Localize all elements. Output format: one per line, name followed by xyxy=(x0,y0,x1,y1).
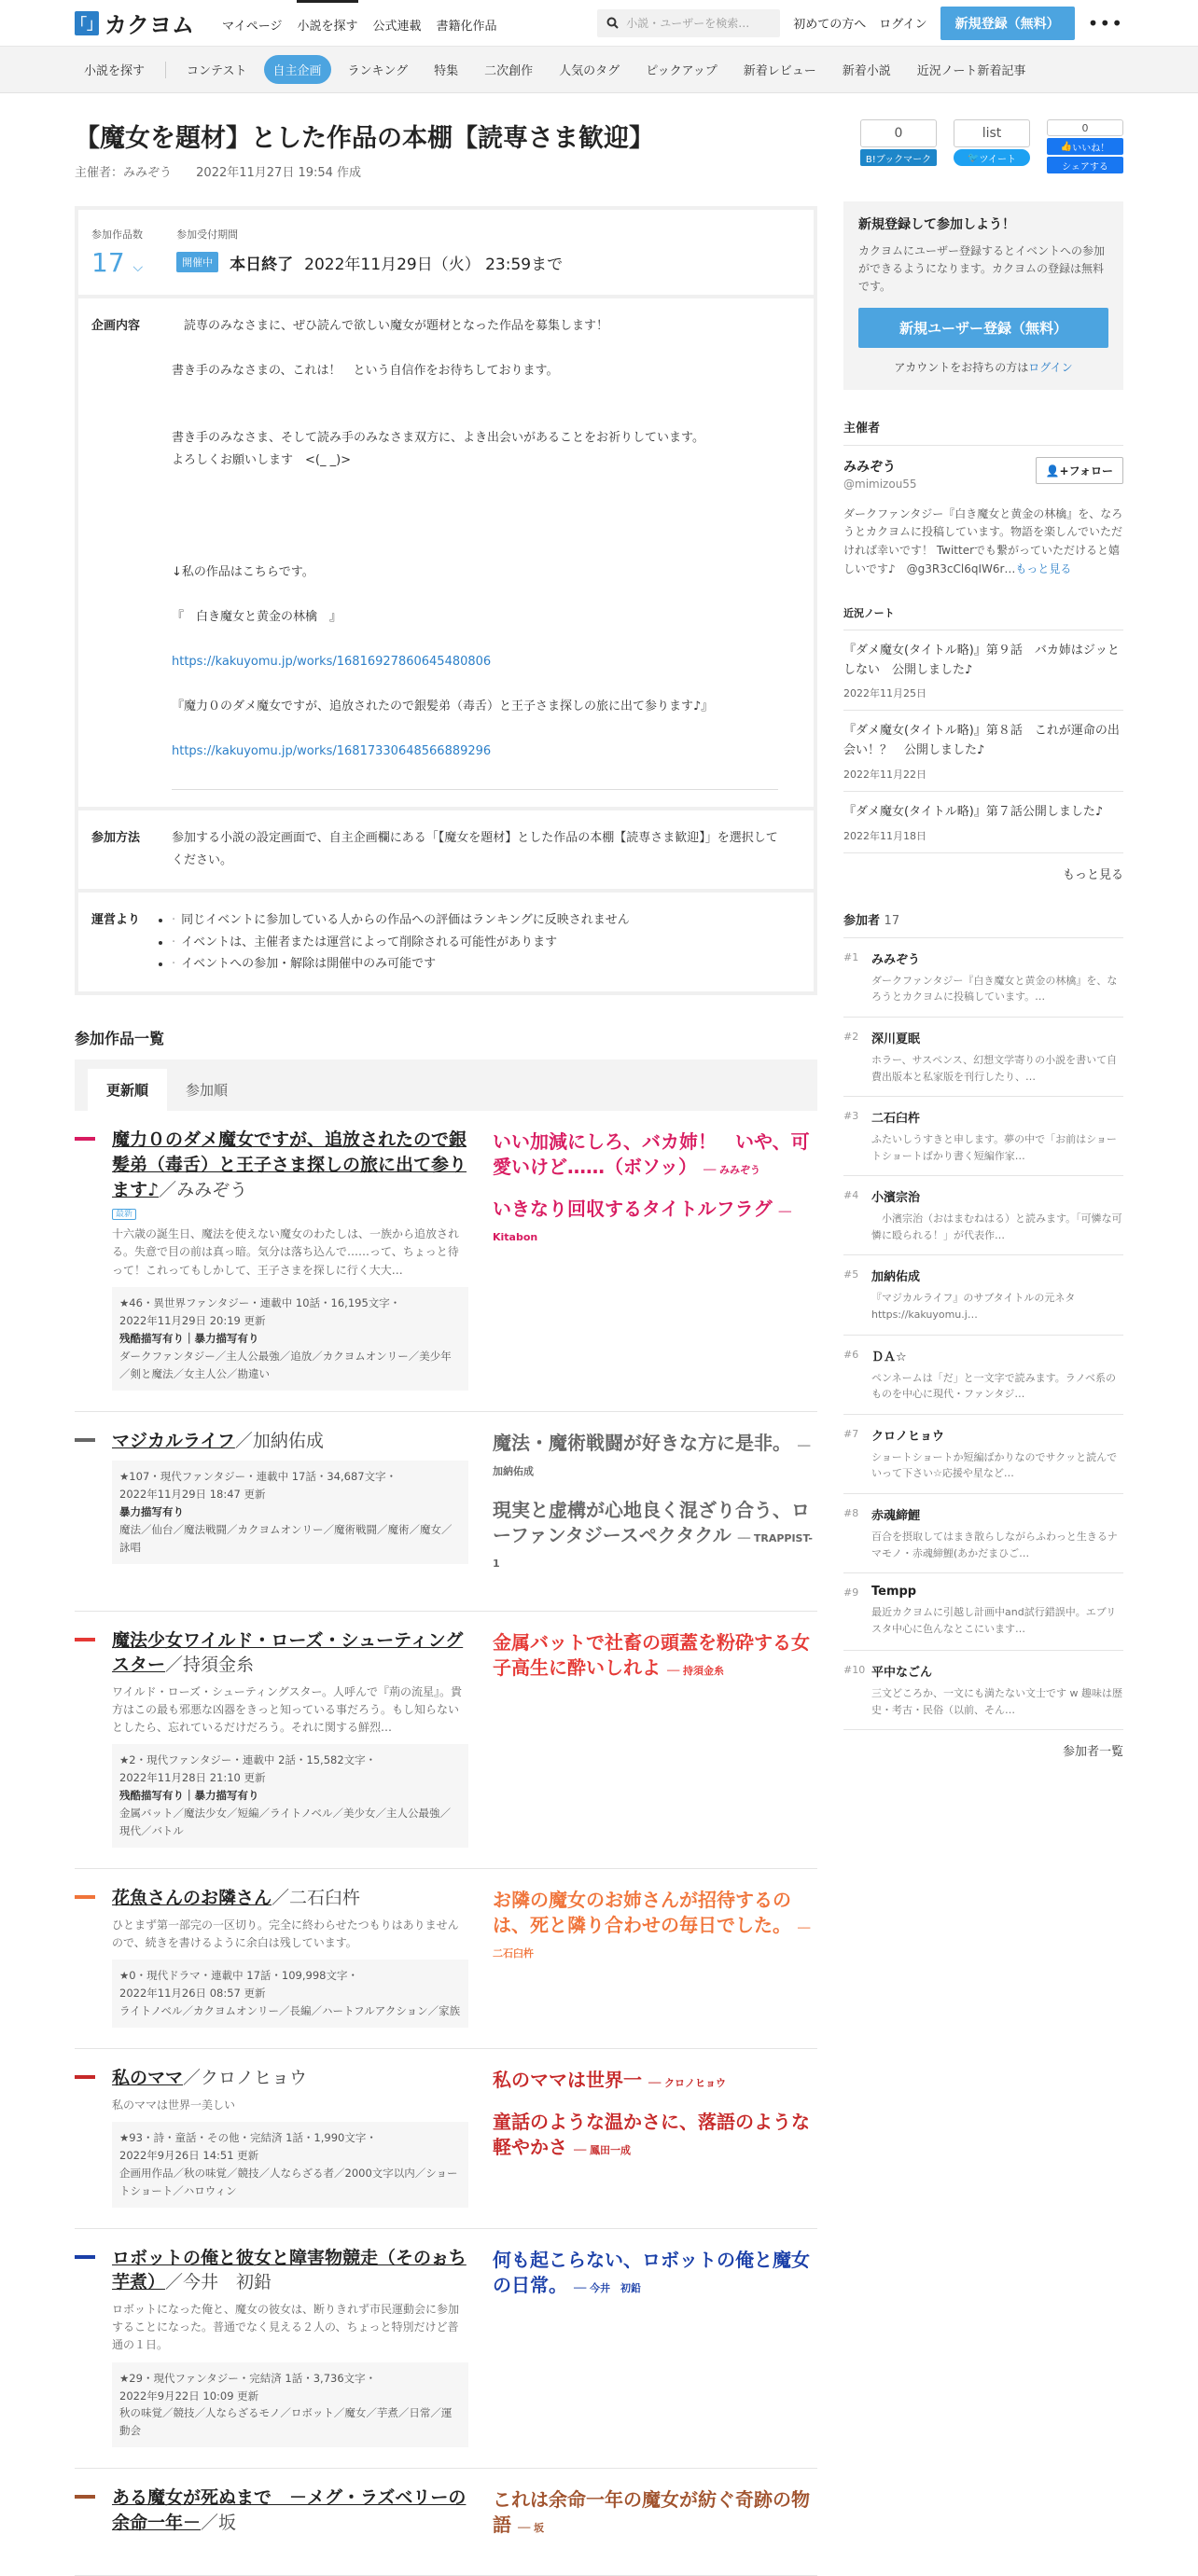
rules-row xyxy=(78,893,814,991)
count-label: 参加作品数 xyxy=(91,228,143,241)
participant-name[interactable]: クロノヒョウ xyxy=(871,1429,945,1444)
hatena-count: 0 xyxy=(860,119,937,147)
plan-label: 企画内容 xyxy=(91,318,141,333)
notes-heading: 近況ノート xyxy=(843,605,1123,630)
period-label: 参加受付期間 xyxy=(176,228,239,241)
plan-line: 書き手のみなさまの、これは！ という自信作をお待ちしております。 xyxy=(172,363,559,378)
participant-bio: ショートショートか短編ばかりなのでサクッと読んでいって下さい☆応援や星など… xyxy=(871,1450,1118,1480)
deadline: 2022年11月29日（火） 23:59まで xyxy=(304,255,564,274)
review-catch[interactable]: 現実と虚構が心地良く混ざり合う、ローファンタジースペクタクル ── TRAPPIST-1 xyxy=(493,1498,813,1570)
host-card xyxy=(843,446,1123,579)
participant-bio: 最近カクヨムに引越し計画中and試行錯誤中。エブリスタ中心に色んなとこにいます… xyxy=(871,1606,1117,1635)
rules-label: 運営より xyxy=(91,913,141,928)
more-menu-icon[interactable]: ••• xyxy=(1087,11,1123,35)
join-text: カクヨムにユーザー登録するとイベントへの参加ができるようになります。カクヨムの登録は無料です。 xyxy=(858,244,1106,294)
login-link[interactable]: ログイン xyxy=(879,18,927,32)
genre-color-bar xyxy=(75,2495,95,2499)
review-catch[interactable]: 何も起こらない、ロボットの俺と魔女の日常。 ── 今井 初鉛 xyxy=(493,2248,810,2296)
participant-rank: #6 xyxy=(843,1348,859,1361)
participant-name[interactable]: 二石臼杵 xyxy=(871,1112,921,1127)
facebook-like-button[interactable] xyxy=(1047,119,1123,173)
work-author[interactable]: ／二石臼杵 xyxy=(272,1888,361,1909)
host-name[interactable]: みみぞう xyxy=(843,459,896,475)
participant-rank: #7 xyxy=(843,1427,859,1440)
created-date: 2022年11月27日 19:54 作成 xyxy=(196,165,362,180)
bio-more-link[interactable]: もっと見る xyxy=(1015,561,1072,575)
ends-today: 本日終了 xyxy=(230,255,294,274)
work-description: ひとまず第一部完の一区切り。完全に終わらせたつもりはありませんので、続きを書けるように余白は残しています。 xyxy=(112,1918,459,1950)
subnav-fanfic[interactable]: 二次創作 xyxy=(484,64,534,78)
rule-item: · • イベントへの参加・解除は開催中のみ可能です xyxy=(172,953,630,975)
work-title[interactable]: ある魔女が死ぬまで －メグ・ラズベリーの余命一年－／坂 xyxy=(112,2487,467,2534)
participant-rank: #10 xyxy=(843,1664,866,1677)
notes-more-link[interactable]: もっと見る xyxy=(1062,867,1123,882)
page-title: 【魔女を題材】とした作品の本棚【読専さま歓迎】 xyxy=(75,124,654,153)
work-url-link[interactable]: https://kakuyomu.jp/works/16817330648566889296 xyxy=(172,744,492,759)
search-icon xyxy=(606,17,619,29)
work-title[interactable]: ロボットの俺と彼女と障害物競走（そのぉち芋煮）／今井 初鉛 xyxy=(112,2247,467,2293)
participant-name[interactable]: 加納佑成 xyxy=(871,1270,921,1285)
participant-item[interactable] xyxy=(843,1255,1123,1335)
work-item xyxy=(75,1111,817,1411)
participant-bio: ペンネームは「だ」と一文字で読みます。ラノベ系のものを中心に現代・ファンタジ… xyxy=(871,1371,1117,1401)
participants-list xyxy=(843,938,1123,1731)
participant-name[interactable]: みみぞう xyxy=(871,952,921,967)
works-list xyxy=(75,1111,817,2576)
rule-item: · • 同じイベントに参加している人からの作品への評価はランキングに反映されません xyxy=(172,909,630,931)
work-title[interactable]: 魔法少女ワイルド・ローズ・シューティングスター／持須金糸 xyxy=(112,1629,464,1676)
kakuyomu-logo[interactable] xyxy=(72,7,194,39)
fb-share-label[interactable]: シェアする xyxy=(1047,157,1123,173)
participant-item[interactable] xyxy=(843,1336,1123,1415)
subnav-new-novels[interactable]: 新着小説 xyxy=(842,64,891,78)
work-item xyxy=(75,1412,817,1612)
work-title[interactable]: 花魚さんのお隣さん／二石臼杵 xyxy=(112,1888,361,1909)
register-button[interactable]: 新規登録（無料） xyxy=(940,7,1075,40)
tweet-label: 🐦 ツイート xyxy=(954,149,1030,166)
participant-name[interactable]: 小濱宗治 xyxy=(871,1191,921,1206)
status-badge: 開催中 xyxy=(176,252,218,272)
host-id: @mimizou55 xyxy=(843,477,917,491)
work-item xyxy=(75,2049,817,2229)
participant-rank: #5 xyxy=(843,1268,859,1281)
hatena-label: B!ブックマーク xyxy=(860,149,937,166)
participant-rank: #3 xyxy=(843,1110,859,1123)
thumbs-up-icon: 👍 xyxy=(1060,141,1073,152)
work-meta: ★46・異世界ファンタジー・連載中 10話・16,195文字・ 2022年11月29日 20:19 更新 残酷描写有り｜暴力描写有り ダークファンタジー／主人公最強／追放／カクヨムオンリー／美少年／剣と魔法／女主人公／勘違い xyxy=(112,1287,468,1391)
plan-line: ↓私の作品はこちらです。 xyxy=(172,564,314,579)
review-catch[interactable]: 金属バットで社畜の頭蓋を粉砕する女子高生に酔いしれよ ── 持須金糸 xyxy=(493,1630,810,1679)
participant-name[interactable]: ＤＡ☆ xyxy=(871,1350,907,1364)
new-badge: 最新 xyxy=(112,1209,136,1220)
participant-bio: 小濱宗治（おはまむねはる）と読みます。「可憐な可憐に殴られる！」が代表作… xyxy=(871,1212,1122,1241)
plan-line: よろしくお願いします <(_ _)> xyxy=(172,452,352,467)
participant-name[interactable]: 平中なごん xyxy=(871,1666,933,1681)
tweet-button[interactable] xyxy=(954,119,1030,173)
review-catch[interactable]: 私のママは世界一 ── クロノヒョウ xyxy=(493,2069,727,2092)
event-info-box xyxy=(75,206,817,996)
rules-list xyxy=(172,909,630,975)
hatena-bookmark-button[interactable] xyxy=(860,119,937,173)
plan-line xyxy=(172,718,778,741)
tweet-list: list xyxy=(954,119,1030,147)
plan-line: 読専のみなさまに、ぜひ読んで欲しい魔女が題材となった作品を募集します！ xyxy=(172,318,609,333)
nav-find-novels[interactable]: 小説を探す xyxy=(297,0,357,47)
method-row xyxy=(78,810,814,893)
note-item[interactable]: 『ダメ魔女(タイトル略)』第９話 バカ姉はジッとしない 公開しました♪ 2022年11月25日 xyxy=(843,630,1123,712)
review-catch[interactable]: お隣の魔女のお姉さんが招待するのは、死と隣り合わせの毎日でした。 ── 二石臼杵 xyxy=(493,1889,811,1960)
host-bio: ダークファンタジー『白き魔女と黄金の林檎』を、なろうとカクヨムに投稿しています。物語を楽しんでいただければ幸いです！ Twitterでも繋がっていただけると嬉しいです♪ @g3R3cCl6qIW6r…もっと見る xyxy=(843,506,1123,575)
plan-line xyxy=(172,539,778,561)
rule-item: · • イベントは、主催者または運営によって削除される可能性があります xyxy=(172,932,630,953)
participant-name[interactable]: 赤魂締鯉 xyxy=(871,1509,921,1524)
work-item xyxy=(75,1612,817,1870)
participant-item[interactable] xyxy=(843,1018,1123,1097)
subnav-divider xyxy=(165,62,166,78)
work-description: 私のママは世界一美しい xyxy=(112,2098,236,2112)
genre-color-bar xyxy=(75,1137,95,1141)
work-title[interactable]: マジカルライフ／加納佑成 xyxy=(112,1430,324,1451)
plan-line xyxy=(172,494,778,517)
participant-rank: #4 xyxy=(843,1189,859,1202)
plan-divider xyxy=(172,789,778,790)
plan-line xyxy=(172,338,778,360)
plan-body xyxy=(172,315,778,790)
work-meta: ★29・現代ファンタジー・完結済 1話・3,736文字・ 2022年9月22日 10:09 更新 秋の味覚／競技／人ならざるモノ／ロボット／魔女／芋煮／日常／運動会 xyxy=(112,2362,468,2448)
works-heading: 参加作品一覧 xyxy=(75,1030,165,1048)
work-title[interactable]: 魔力０のダメ魔女ですが、追放されたので銀髪弟（毒舌）と王子さま探しの旅に出て参ります♪／みみぞう xyxy=(112,1129,467,1200)
plan-line xyxy=(172,629,778,651)
participant-rank: #2 xyxy=(843,1030,859,1043)
participant-item[interactable] xyxy=(843,1415,1123,1494)
participant-item[interactable] xyxy=(843,1494,1123,1573)
work-tags[interactable]: 金属バット／魔法少女／短編／ライトノベル／美少女／主人公最強／現代／バトル xyxy=(119,1807,452,1838)
participants-more-link[interactable]: 参加者一覧 xyxy=(1062,1745,1123,1760)
plan-line xyxy=(172,472,778,494)
work-count[interactable]: 17 ⌵ xyxy=(91,246,144,278)
note-item[interactable]: 『ダメ魔女(タイトル略)』第７話公開しました♪ 2022年11月18日 xyxy=(843,792,1123,853)
work-item xyxy=(75,2469,817,2576)
work-meta: ★107・現代ファンタジー・連載中 17話・34,687文字・ 2022年11月29日 18:47 更新 暴力描写有り 魔法／仙台／魔法戦闘／カクヨムオンリー／魔術戦闘／魔術／魔女／詠唱 xyxy=(112,1461,468,1564)
work-author[interactable]: ／持須金糸 xyxy=(165,1655,255,1676)
global-header xyxy=(0,0,1198,47)
work-description: 十六歳の誕生日、魔法を使えない魔女のわたしは、一族から追放される。失意で目の前は真っ暗。気分は落ち込んで……って、ちょっと待って！これってもしかして、王子さまを探しに行く大大… xyxy=(112,1227,460,1277)
review-catch[interactable]: 童話のような温かさに、落語のような軽やかさ ── 鳳田一成 xyxy=(493,2111,810,2159)
sub-nav xyxy=(0,47,1198,93)
work-item xyxy=(75,1869,817,2049)
method-text: 参加する小説の設定画面で、自主企画欄にある「【魔女を題材】とした作品の本棚【読専さま歓迎】」を選択してください。 xyxy=(172,831,778,868)
plan-line xyxy=(172,517,778,539)
join-box xyxy=(843,201,1123,390)
twitter-bird-icon: 🐦 xyxy=(968,152,980,163)
participant-rank: #1 xyxy=(843,950,859,963)
like-count: 0 xyxy=(1047,119,1123,136)
global-nav xyxy=(222,0,497,47)
plan-row xyxy=(78,298,814,810)
works-tabs xyxy=(75,1059,817,1111)
work-description: ワイルド・ローズ・シューティングスター。人呼んで『荊の流星』。貴方はこの最も邪悪な凶器をきっと知っている事だろう。もし知らないとしたら、忘れているだけだろう。それに関する鮮烈… xyxy=(112,1684,463,1735)
work-title[interactable]: 私のママ／クロノヒョウ xyxy=(112,2068,308,2089)
review-catch[interactable]: 魔法・魔術戦闘が好きな方に是非。 ── 加納佑成 xyxy=(493,1431,811,1477)
plan-line xyxy=(172,584,778,606)
event-stats xyxy=(78,210,814,298)
subnav-events[interactable]: 自主企画 xyxy=(264,55,331,84)
genre-color-bar xyxy=(75,2255,95,2259)
plan-line xyxy=(172,405,778,427)
work-description: ロボットになった俺と、魔女の彼女は、断りきれず市民運動会に参加することになった。普通でなく見える２人の、ちょっと特別だけど普通の１日。 xyxy=(112,2302,460,2352)
participant-name[interactable]: 深川夏眠 xyxy=(871,1032,921,1046)
subnav-notes[interactable]: 近況ノート新着記事 xyxy=(916,64,1026,78)
participant-bio: 『マジカルライフ』のサブタイトルの元ネタ https://kakuyomu.j… xyxy=(871,1292,1086,1322)
nav-official[interactable]: 公式連載 xyxy=(372,19,422,34)
subnav-pickup[interactable]: ピックアップ xyxy=(646,64,717,78)
subnav-contest[interactable]: コンテスト xyxy=(187,64,247,78)
work-item xyxy=(75,2229,817,2470)
chevron-down-icon: ⌵ xyxy=(132,259,144,275)
method-label: 参加方法 xyxy=(91,831,141,846)
person-add-icon: 👤+ xyxy=(1045,464,1069,478)
participant-name[interactable]: Tempp xyxy=(871,1585,917,1600)
genre-color-bar xyxy=(75,2075,95,2079)
main-content xyxy=(75,93,817,2576)
work-tags[interactable]: 企画用作品／秋の味覚／競技／人ならざる者／2000文字以内／ショートショート／ハロウィン xyxy=(119,2166,458,2197)
review-catch[interactable]: いきなり回収するタイトルフラグ ── Kitabon xyxy=(493,1198,791,1244)
genre-color-bar xyxy=(75,1895,95,1899)
logo-mark-icon: 「」 xyxy=(75,11,99,35)
tab-updated[interactable]: 更新順 xyxy=(88,1069,167,1111)
login-link[interactable]: ログイン xyxy=(1028,360,1073,374)
new-user-register-button[interactable]: 新規ユーザー登録（無料） xyxy=(858,308,1108,348)
logo-text: カクヨム xyxy=(104,12,194,38)
participant-item[interactable] xyxy=(843,1651,1123,1730)
genre-color-bar xyxy=(75,1438,95,1442)
subnav-reviews[interactable]: 新着レビュー xyxy=(743,64,816,78)
work-tags[interactable]: ライトノベル／カクヨムオンリー／長編／ハートフルアクション／家族 xyxy=(119,2004,461,2018)
host-heading: 主催者 xyxy=(843,418,1123,446)
note-item[interactable]: 『ダメ魔女(タイトル略)』第８話 これが運命の出会い！？ 公開しました♪ 2022年11月22日 xyxy=(843,711,1123,792)
participant-item[interactable] xyxy=(843,1097,1123,1176)
participant-item[interactable] xyxy=(843,1176,1123,1255)
work-meta: ★93・詩・童話・その他・完結済 1話・1,990文字・ 2022年9月26日 14:51 更新 企画用作品／秋の味覚／競技／人ならざる者／2000文字以内／ショートショート／ハロウィン xyxy=(112,2122,468,2208)
work-author[interactable]: ／坂 xyxy=(201,2513,237,2534)
nav-mypage[interactable]: マイページ xyxy=(222,19,283,34)
participants-heading: 参加者 17 xyxy=(843,910,1123,938)
participant-bio: 百合を摂取してはまき散らしながらふわっと生きるナマモノ・赤魂締鯉(あかだまひご… xyxy=(871,1530,1118,1559)
sidebar xyxy=(843,93,1123,2576)
search-placeholder: 小説・ユーザーを検索… xyxy=(626,17,750,30)
participant-rank: #9 xyxy=(843,1586,859,1600)
work-url-link[interactable]: https://kakuyomu.jp/works/16816927860645480806 xyxy=(172,655,492,670)
plan-line: 『魔力０のダメ魔女ですが、追放されたので銀髪弟（毒舌）と王子さま探しの旅に出て参ります♪』 xyxy=(172,699,714,714)
page-meta xyxy=(75,162,817,180)
review-catch[interactable]: いい加減にしろ、バカ姉！ いや、可愛いけど……（ボソッ） ── みみぞう xyxy=(493,1130,810,1179)
participant-bio: ホラー、サスペンス、幻想文学寄りの小説を書いて自費出版本と私家版を刊行したり、… xyxy=(871,1053,1118,1083)
plan-line xyxy=(172,382,778,405)
plan-line xyxy=(172,673,778,696)
work-tags[interactable]: 魔法／仙台／魔法戦闘／カクヨムオンリー／魔術戦闘／魔術／魔女／詠唱 xyxy=(119,1523,453,1555)
notes-list xyxy=(843,630,1123,853)
participant-bio: 三文どころか、一文にも満たない文士です w 趣味は歴史・考古・民俗（以前、そん… xyxy=(871,1687,1122,1716)
subnav-features[interactable]: 特集 xyxy=(434,64,459,78)
search-input[interactable] xyxy=(597,9,780,37)
tab-joined[interactable]: 参加順 xyxy=(186,1082,229,1100)
participant-item[interactable] xyxy=(843,938,1123,1018)
subnav-ranking[interactable]: ランキング xyxy=(347,64,409,78)
genre-color-bar xyxy=(75,1638,95,1641)
nav-books[interactable]: 書籍化作品 xyxy=(436,19,497,34)
like-label: 👍 いいね！ xyxy=(1047,138,1123,155)
participant-rank: #8 xyxy=(843,1507,859,1520)
participant-bio: ダークファンタジー『白き魔女と黄金の林檎』を、なろうとカクヨムに投稿しています。… xyxy=(871,974,1118,1004)
subnav-find[interactable]: 小説を探す xyxy=(84,64,146,78)
work-author[interactable]: ／みみぞう xyxy=(159,1179,248,1200)
work-author[interactable]: ／加納佑成 xyxy=(234,1430,324,1451)
work-tags[interactable]: 秋の味覚／競技／人ならざるモノ／ロボット／魔女／芋煮／日常／運動会 xyxy=(119,2406,453,2438)
follow-button[interactable]: 👤+フォロー xyxy=(1036,457,1123,484)
host-label[interactable]: 主催者：みみぞう xyxy=(75,165,173,180)
subnav-tags[interactable]: 人気のタグ xyxy=(559,64,620,78)
plan-line: 『 白き魔女と黄金の林檎 』 xyxy=(172,610,342,625)
participant-bio: ふたいしうすきと申します。夢の中で「お前はショートショートばかり書く短編作家… xyxy=(871,1133,1117,1162)
join-title: 新規登録して参加しよう！ xyxy=(858,217,1015,232)
work-author[interactable]: ／今井 初鉛 xyxy=(165,2272,272,2293)
first-time-link[interactable]: 初めての方へ xyxy=(793,18,867,32)
work-meta: ★2・現代ファンタジー・連載中 2話・15,582文字・ 2022年11月28日 21:10 更新 残酷描写有り｜暴力描写有り 金属バット／魔法少女／短編／ライトノベル／美少女／主人公最強／現代／バトル xyxy=(112,1744,468,1848)
login-prompt: アカウントをお持ちの方はログイン xyxy=(894,360,1073,374)
work-author[interactable]: ／クロノヒョウ xyxy=(183,2068,308,2089)
review-catch[interactable]: これは余命一年の魔女が紡ぐ奇跡の物語 ── 坂 xyxy=(493,2488,810,2537)
work-meta: ★0・現代ドラマ・連載中 17話・109,998文字・ 2022年11月26日 08:57 更新 ライトノベル／カクヨムオンリー／長編／ハートフルアクション／家族 xyxy=(112,1960,468,2028)
work-tags[interactable]: ダークファンタジー／主人公最強／追放／カクヨムオンリー／美少年／剣と魔法／女主人公／勘違い xyxy=(119,1349,452,1380)
participant-item[interactable] xyxy=(843,1573,1123,1651)
share-buttons xyxy=(860,119,1123,173)
plan-line: 書き手のみなさま、そして読み手のみなさま双方に、よき出会いがあることをお祈りしています。 xyxy=(172,430,704,445)
